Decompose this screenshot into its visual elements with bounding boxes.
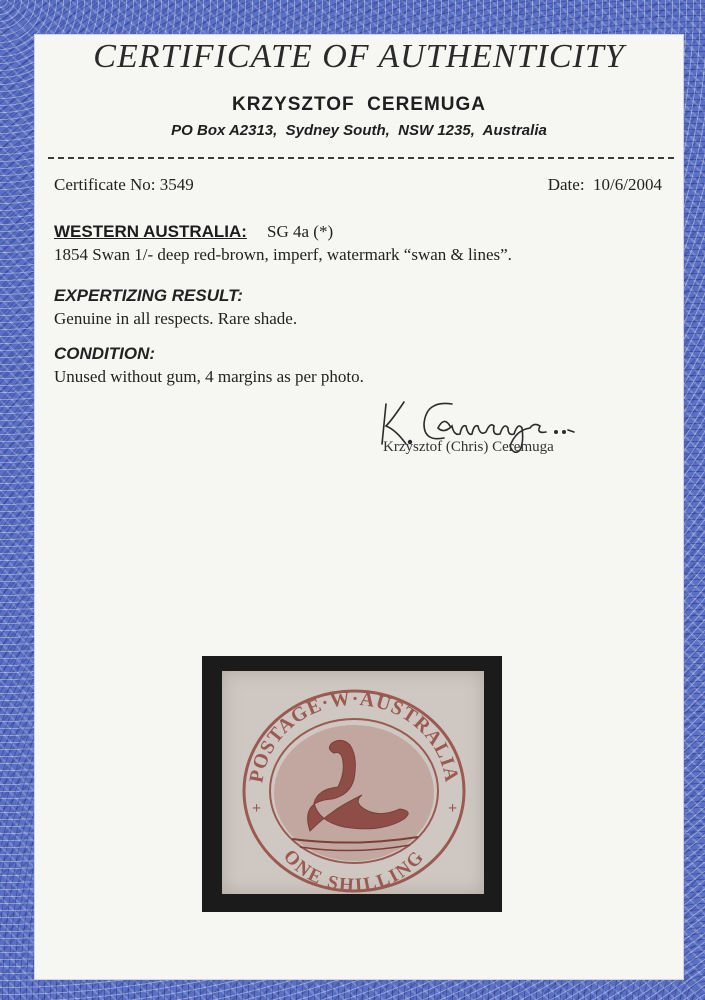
- expertizing-heading: EXPERTIZING RESULT:: [54, 286, 243, 305]
- dashed-divider: [48, 157, 674, 159]
- stamp-sg-number: SG 4a (*): [267, 222, 334, 241]
- swan-stamp-image: [222, 671, 484, 894]
- certificate-date: Date: 10/6/2004: [547, 175, 662, 194]
- stamp-bottom-text: ONE SHILLING: [278, 845, 430, 894]
- certificate-number: Certificate No: 3549: [54, 175, 194, 194]
- condition-text: Unused without gum, 4 margins as per photo.: [54, 367, 364, 386]
- issuer-address: PO Box A2313, Sydney South, NSW 1235, Australia: [171, 122, 547, 139]
- stamp-description: 1854 Swan 1/- deep red-brown, imperf, watermark “swan & lines”.: [54, 245, 512, 264]
- stamp-left-cross: +: [252, 800, 262, 817]
- certificate-sheet: [34, 34, 684, 980]
- stamp-right-cross: +: [448, 800, 458, 817]
- expertizing-result: Genuine in all respects. Rare shade.: [54, 309, 298, 328]
- signer-name: Krzysztof (Chris) Ceremuga: [383, 439, 554, 455]
- certificate-title: CERTIFICATE OF AUTHENTICITY: [93, 38, 625, 75]
- condition-heading: CONDITION:: [54, 344, 156, 363]
- stamp-top-text: POSTAGE·W·AUSTRALIA: [245, 687, 463, 785]
- stamp-country: WESTERN AUSTRALIA:: [54, 222, 247, 241]
- issuer-name: KRZYSZTOF CEREMUGA: [231, 94, 487, 115]
